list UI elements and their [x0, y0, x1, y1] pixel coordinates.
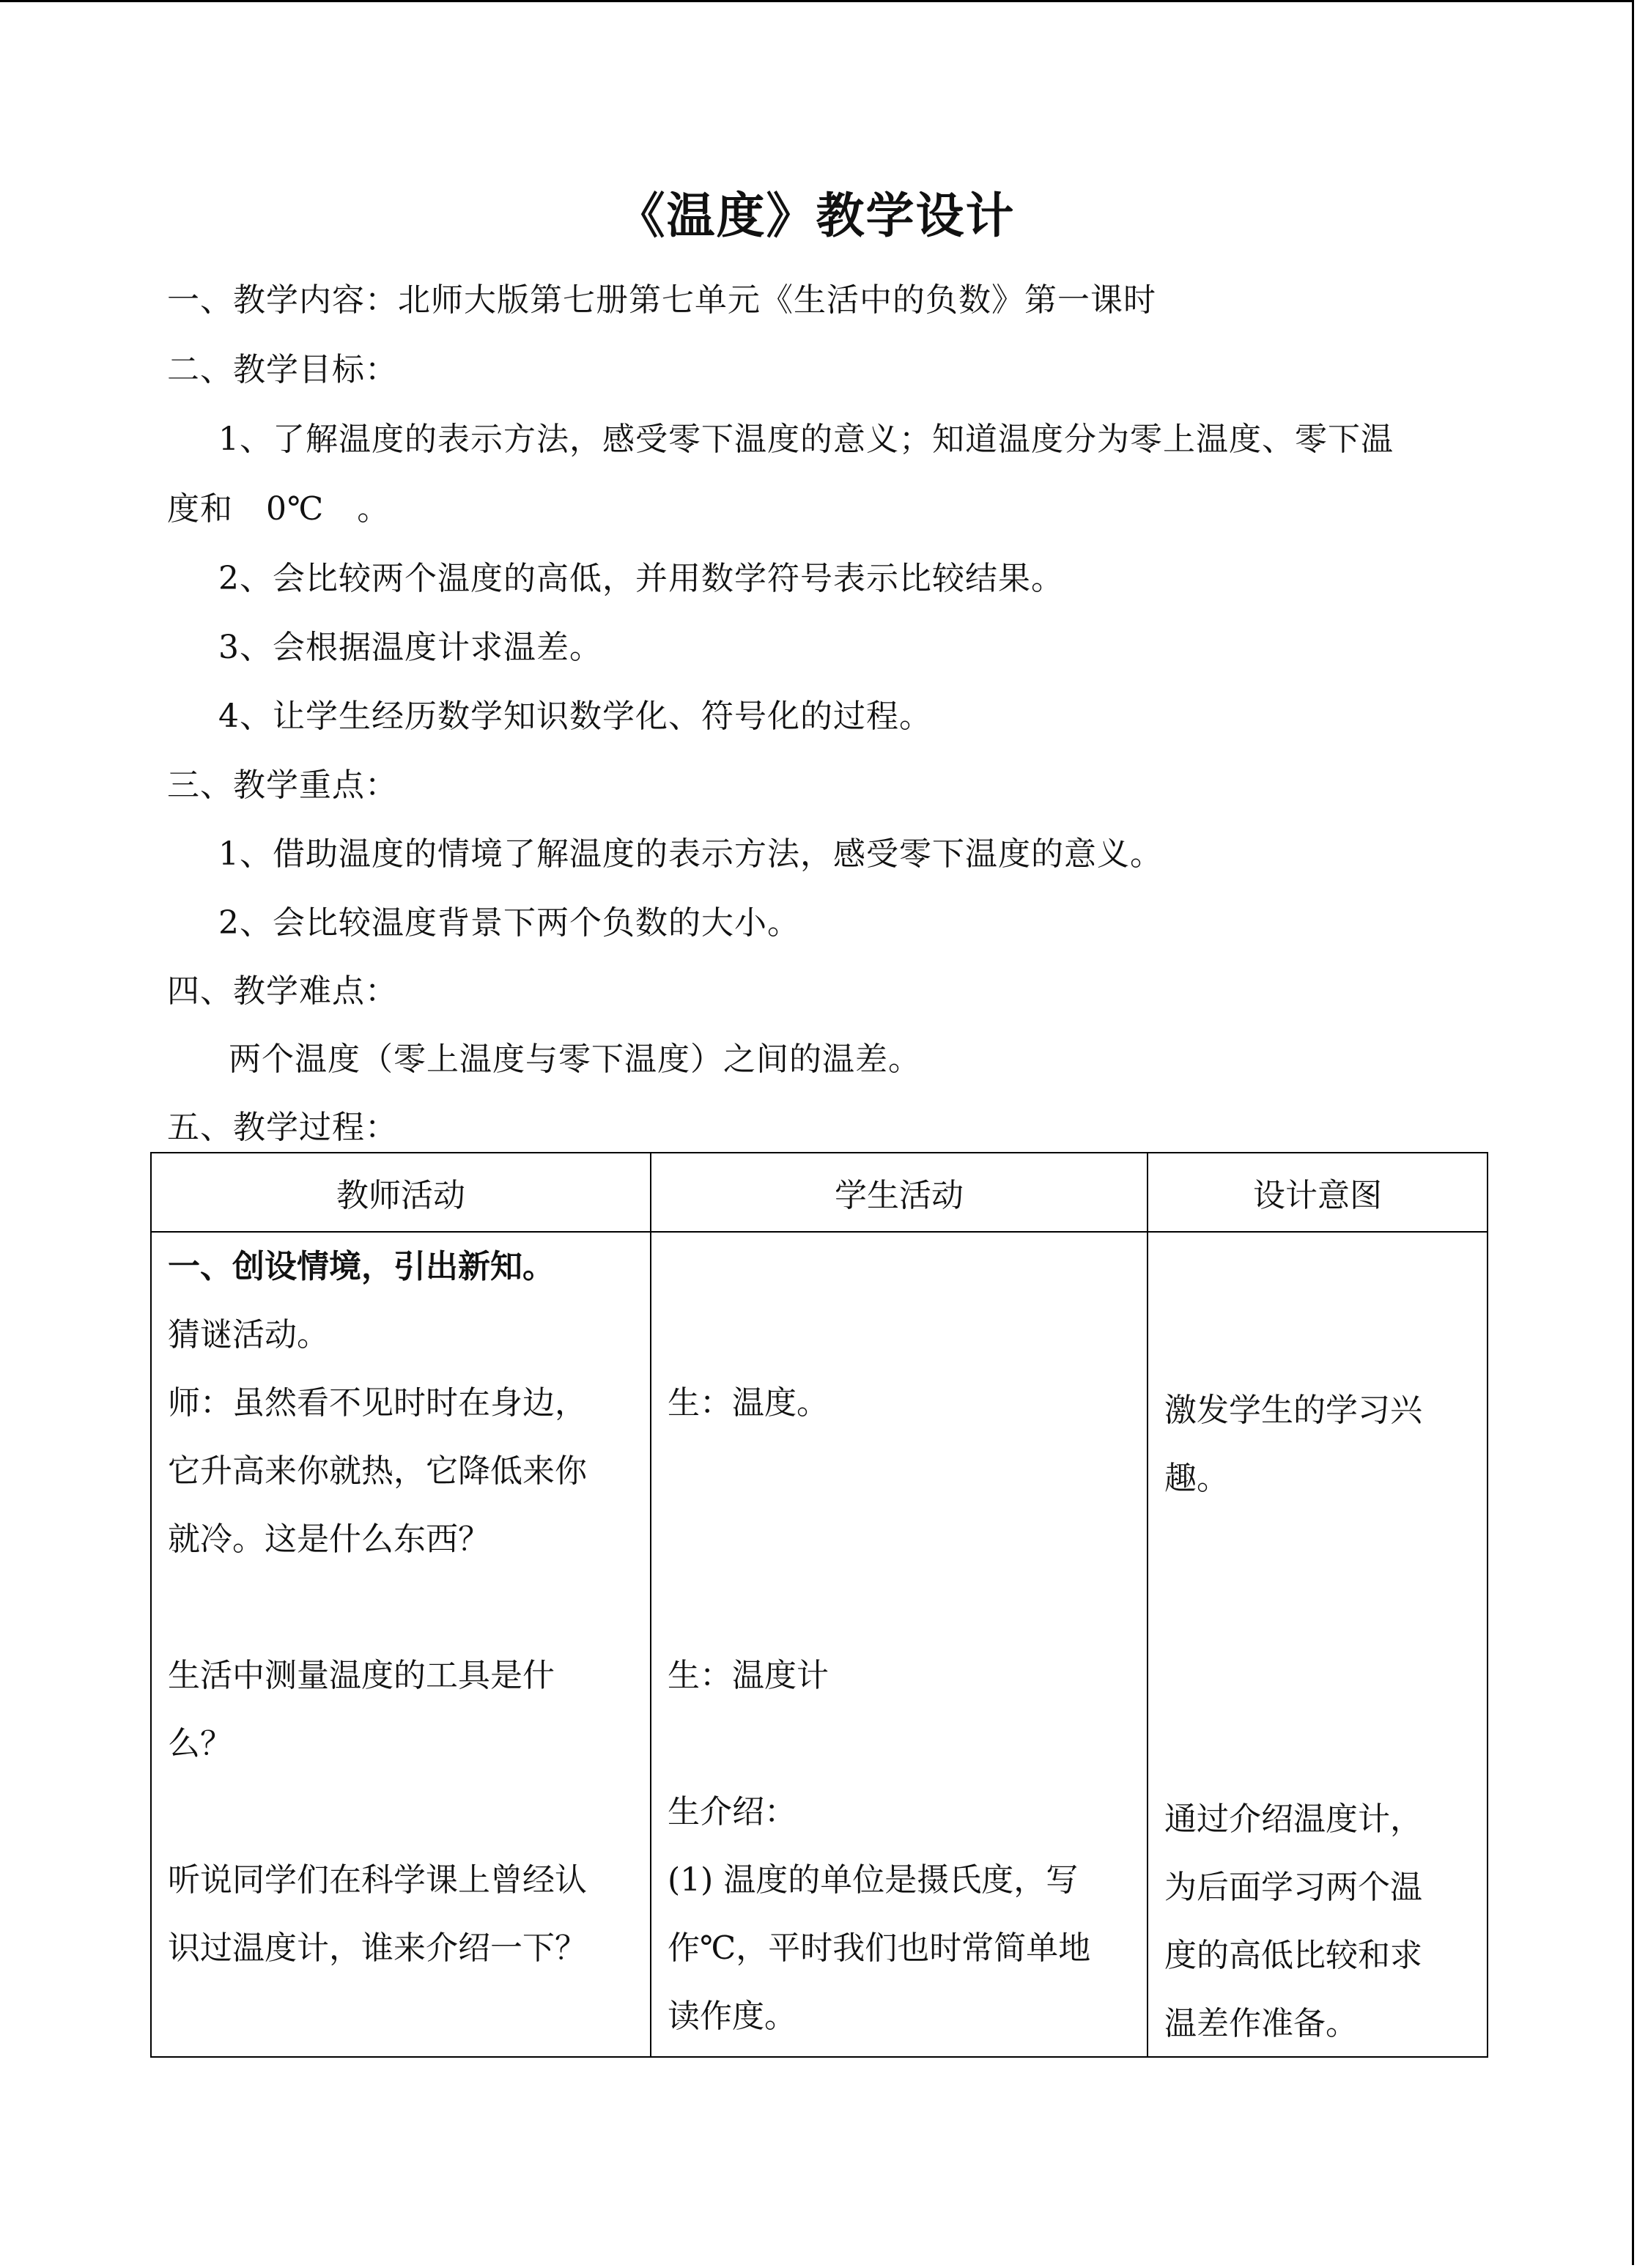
goal-3: 3、会根据温度计求温差。: [218, 629, 602, 666]
teacher-line: 师：虽然看不见时时在身边，: [168, 1384, 587, 1422]
section-process: 五、教学过程：: [167, 1109, 398, 1146]
intent-line: 度的高低比较和求: [1164, 1937, 1422, 1974]
section-key-points: 三、教学重点：: [167, 767, 398, 804]
goal-4: 4、让学生经历数学知识数学化、符号化的过程。: [218, 698, 932, 735]
goal-1-line-2: 度和 0℃ 。: [167, 490, 391, 528]
student-line: 生：温度。: [668, 1384, 829, 1422]
intent-line: 激发学生的学习兴: [1164, 1392, 1422, 1429]
student-line: 读作度。: [668, 1998, 797, 2035]
section-teaching-goals: 二、教学目标：: [167, 351, 398, 388]
key-point-1: 1、借助温度的情境了解温度的表示方法，感受零下温度的意义。: [218, 835, 1163, 873]
teacher-line: 么？: [168, 1725, 232, 1762]
goal-1-line-1: 1、了解温度的表示方法，感受零下温度的意义；知道温度分为零上温度、零下温: [218, 421, 1394, 458]
teacher-line: 听说同学们在科学课上曾经认: [168, 1861, 587, 1899]
intent-line: 趣。: [1164, 1460, 1229, 1497]
teacher-line: 它升高来你就热，它降低来你: [168, 1452, 587, 1490]
teaching-process-table: [150, 1152, 1488, 2058]
intent-line: 为后面学习两个温: [1164, 1869, 1422, 1906]
table-row: [151, 1232, 1488, 2057]
student-line: (1) 温度的单位是摄氏度，写: [668, 1861, 1079, 1899]
table-header-row: [151, 1153, 1488, 1232]
document-title: 《温度》教学设计: [616, 187, 1016, 244]
intent-line: 温差作准备。: [1164, 2005, 1358, 2042]
teacher-line: 生活中测量温度的工具是什: [168, 1657, 555, 1694]
difficulty-text: 两个温度（零上温度与零下温度）之间的温差。: [229, 1041, 921, 1078]
section-teaching-content: 一、教学内容：北师大版第七册第七单元《生活中的负数》第一课时: [167, 281, 1156, 319]
section-difficulty: 四、教学难点：: [167, 972, 398, 1010]
key-point-2: 2、会比较温度背景下两个负数的大小。: [218, 904, 800, 942]
intent-line: 通过介绍温度计，: [1164, 1800, 1422, 1838]
teacher-line: 识过温度计，谁来介绍一下？: [168, 1929, 587, 1967]
header-student-activity: 学生活动: [651, 1153, 1148, 1232]
teacher-activity-cell: [151, 1232, 651, 2057]
student-line: 生介绍：: [668, 1793, 797, 1831]
design-intent-cell: [1148, 1232, 1488, 2057]
teacher-line: 猜谜活动。: [168, 1316, 329, 1353]
student-activity-cell: [651, 1232, 1148, 2057]
header-teacher-activity: 教师活动: [151, 1153, 651, 1232]
student-line: 作℃，平时我们也时常简单地: [668, 1929, 1091, 1967]
header-design-intent: 设计意图: [1148, 1153, 1488, 1232]
student-line: 生：温度计: [668, 1657, 829, 1694]
teacher-heading: 一、创设情境，引出新知。: [168, 1248, 555, 1285]
goal-2: 2、会比较两个温度的高低，并用数学符号表示比较结果。: [218, 560, 1064, 597]
teacher-line: 就冷。这是什么东西？: [168, 1521, 490, 1558]
